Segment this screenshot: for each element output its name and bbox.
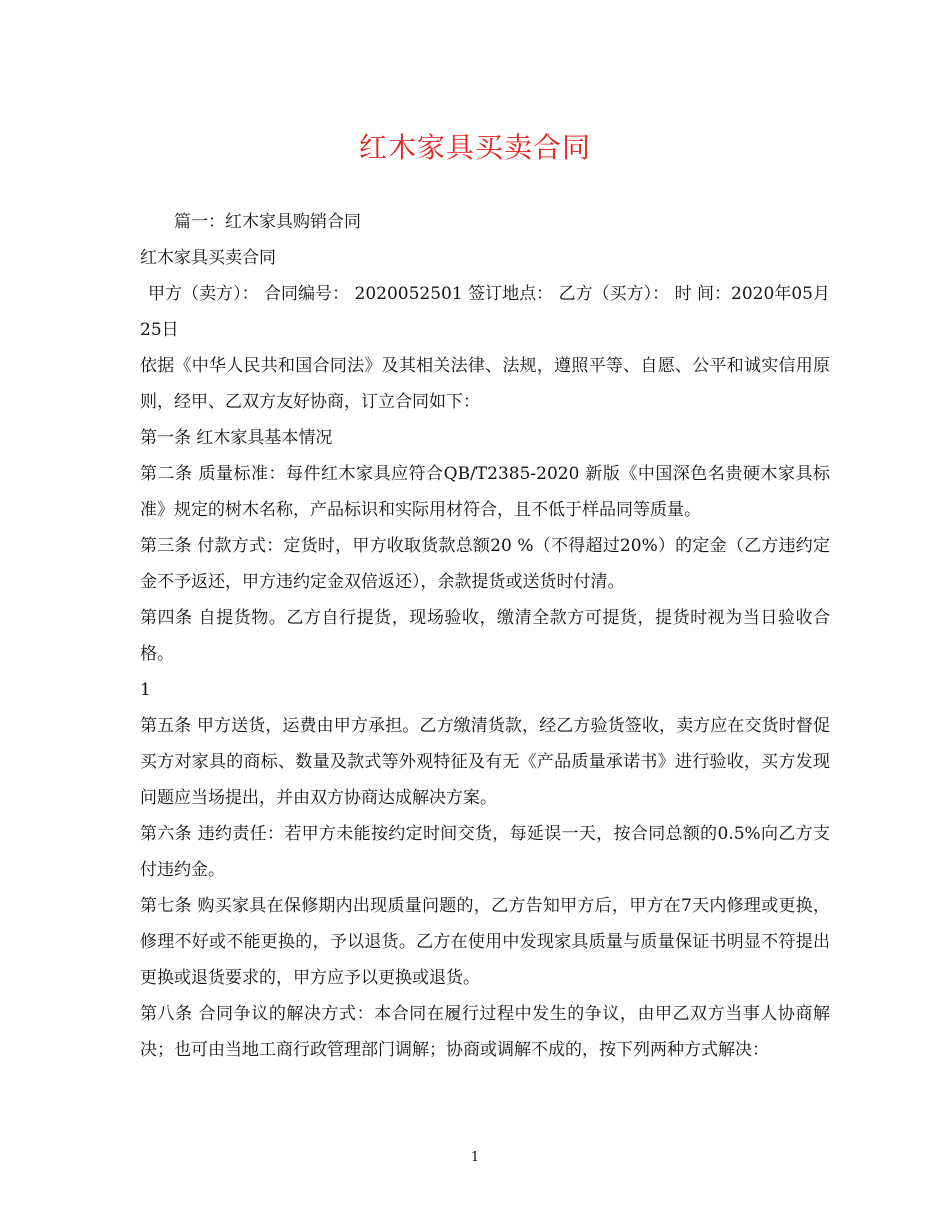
inline-page-marker: 1 [140, 680, 151, 700]
contract-preamble: 依据《中华人民共和国合同法》及其相关法律、法规，遵照平等、自愿、公平和诚实信用原则，经甲、乙双方友好协商，订立合同如下： [140, 356, 830, 412]
clause-3: 第三条 付款方式：定货时，甲方收取货款总额20 %（不得超过20%）的定金（乙方违约定金不予返还，甲方违约定金双倍返还），余款提货或送货时付清。 [140, 536, 830, 592]
clause-7: 第七条 购买家具在保修期内出现质量问题的，乙方告知甲方后，甲方在7天内修理或更换，修理不好或不能更换的，予以退货。乙方在使用中发现家具质量与质量保证书明显不符提出更换或退货要求的，甲方应予以更换或退货。 [140, 896, 830, 988]
contract-parties-info: 甲方（卖方）： 合同编号： 2020052501 签订地点： 乙方（买方）： 时 间：2020年05月25日 [140, 284, 830, 340]
clause-1: 第一条 红木家具基本情况 [140, 428, 333, 448]
clause-5: 第五条 甲方送货，运费由甲方承担。乙方缴清货款，经乙方验货签收，卖方应在交货时督促买方对家具的商标、数量及款式等外观特征及有无《产品质量承诺书》进行验收，买方发现问题应当场提出，并由双方协商达成解决方案。 [140, 716, 830, 808]
clause-8: 第八条 合同争议的解决方式：本合同在履行过程中发生的争议，由甲乙双方当事人协商解决；也可由当地工商行政管理部门调解；协商或调解不成的，按下列两种方式解决： [140, 1004, 830, 1060]
page-number: 1 [470, 1150, 480, 1165]
section-heading: 篇一：红木家具购销合同 [174, 212, 361, 232]
clause-4: 第四条 自提货物。乙方自行提货，现场验收，缴清全款方可提货，提货时视为当日验收合格。 [140, 608, 830, 664]
document-title: 红木家具买卖合同 [358, 131, 591, 164]
document-body [140, 204, 830, 1068]
clause-2: 第二条 质量标准：每件红木家具应符合QB/T2385-2020 新版《中国深色名贵硬木家具标准》规定的树木名称，产品标识和实际用材符合，且不低于样品同等质量。 [140, 464, 830, 520]
contract-name: 红木家具买卖合同 [140, 248, 276, 268]
clause-6: 第六条 违约责任：若甲方未能按约定时间交货，每延误一天，按合同总额的0.5%向乙方支付违约金。 [140, 824, 830, 880]
